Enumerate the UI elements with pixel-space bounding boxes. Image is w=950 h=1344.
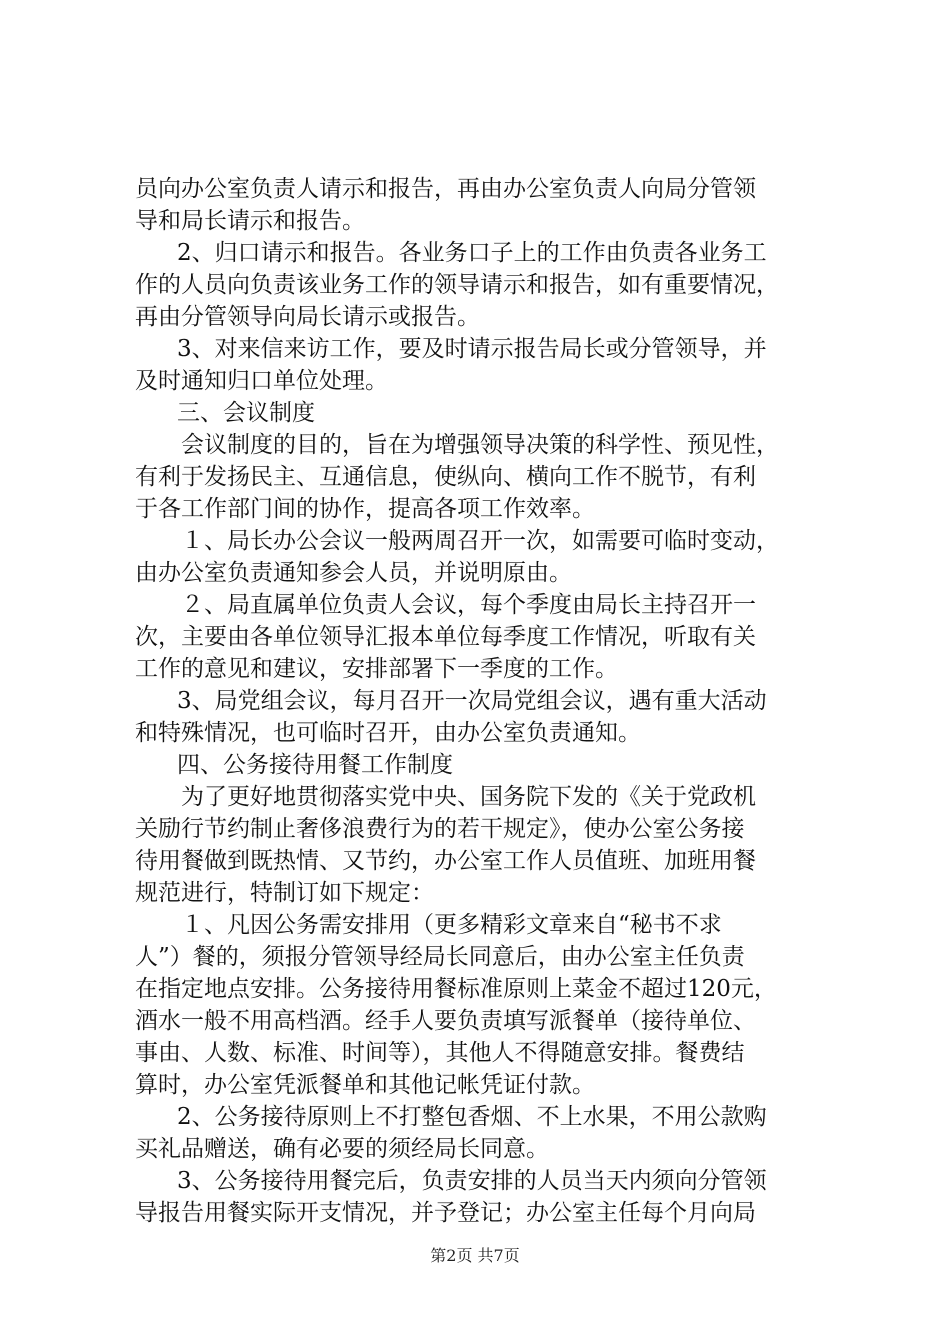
text-line: 会议制度的目的，旨在为增强领导决策的科学性、预见性， [181, 432, 779, 458]
text-line: 次，主要由各单位领导汇报本单位每季度工作情况，听取有关 [135, 624, 756, 650]
text-line: 为了更好地贯彻落实党中央、国务院下发的《关于党政机 [181, 784, 756, 810]
text-line: 酒水一般不用高档酒。经手人要负责填写派餐单（接待单位、 [135, 1008, 756, 1034]
document-body [135, 173, 835, 1229]
text-line: 3、公务接待用餐完后，负责安排的人员当天内须向分管领 [177, 1168, 767, 1194]
text-line: 及时通知归口单位处理。 [135, 368, 388, 394]
text-line: 员向办公室负责人请示和报告，再由办公室负责人向局分管领 [135, 176, 756, 202]
text-line: 事由、人数、标准、时间等），其他人不得随意安排。餐费结 [135, 1040, 745, 1066]
text-line: 2、公务接待原则上不打整包香烟、不上水果，不用公款购 [177, 1104, 767, 1130]
text-line: 工作的意见和建议，安排部署下一季度的工作。 [135, 656, 618, 682]
text-line: 有利于发扬民主、互通信息，使纵向、横向工作不脱节，有利 [135, 464, 756, 490]
text-line: 和特殊情况，也可临时召开，由办公室负责通知。 [135, 720, 641, 746]
text-line: １、凡因公务需安排用（更多精彩文章来自“秘书不求 [181, 912, 722, 938]
text-line: 2、归口请示和报告。各业务口子上的工作由负责各业务工 [177, 240, 767, 266]
text-line: 待用餐做到既热情、又节约，办公室工作人员值班、加班用餐 [135, 848, 756, 874]
text-line: １、局长办公会议一般两周召开一次，如需要可临时变动， [181, 528, 779, 554]
text-line: 于各工作部门间的协作，提高各项工作效率。 [135, 496, 595, 522]
text-line: 买礼品赠送，确有必要的须经局长同意。 [135, 1136, 549, 1162]
text-line: ２、局直属单位负责人会议，每个季度由局长主持召开一 [181, 592, 756, 618]
text-line: 作的人员向负责该业务工作的领导请示和报告，如有重要情况， [135, 272, 779, 298]
text-line: 规范进行，特制订如下规定： [135, 880, 434, 906]
text-line: 算时，办公室凭派餐单和其他记帐凭证付款。 [135, 1072, 595, 1098]
text-line: 再由分管领导向局长请示或报告。 [135, 304, 480, 330]
text-line: 人”）餐的，须报分管领导经局长同意后，由办公室主任负责 [135, 944, 745, 970]
text-line: 四、公务接待用餐工作制度 [177, 752, 453, 778]
text-line: 导报告用餐实际开支情况，并予登记；办公室主任每个月向局 [135, 1200, 756, 1226]
page-footer: 第2页 共7页 [430, 1246, 520, 1265]
text-line: 3、对来信来访工作，要及时请示报告局长或分管领导，并 [177, 336, 767, 362]
text-line: 三、会议制度 [177, 400, 315, 426]
text-line: 由办公室负责通知参会人员，并说明原由。 [135, 560, 572, 586]
text-line: 导和局长请示和报告。 [135, 208, 365, 234]
text-line: 3、局党组会议，每月召开一次局党组会议，遇有重大活动 [177, 688, 767, 714]
text-line: 关励行节约制止奢侈浪费行为的若干规定》，使办公室公务接 [135, 816, 745, 842]
text-line: 在指定地点安排。公务接待用餐标准原则上菜金不超过120元， [135, 976, 777, 1002]
